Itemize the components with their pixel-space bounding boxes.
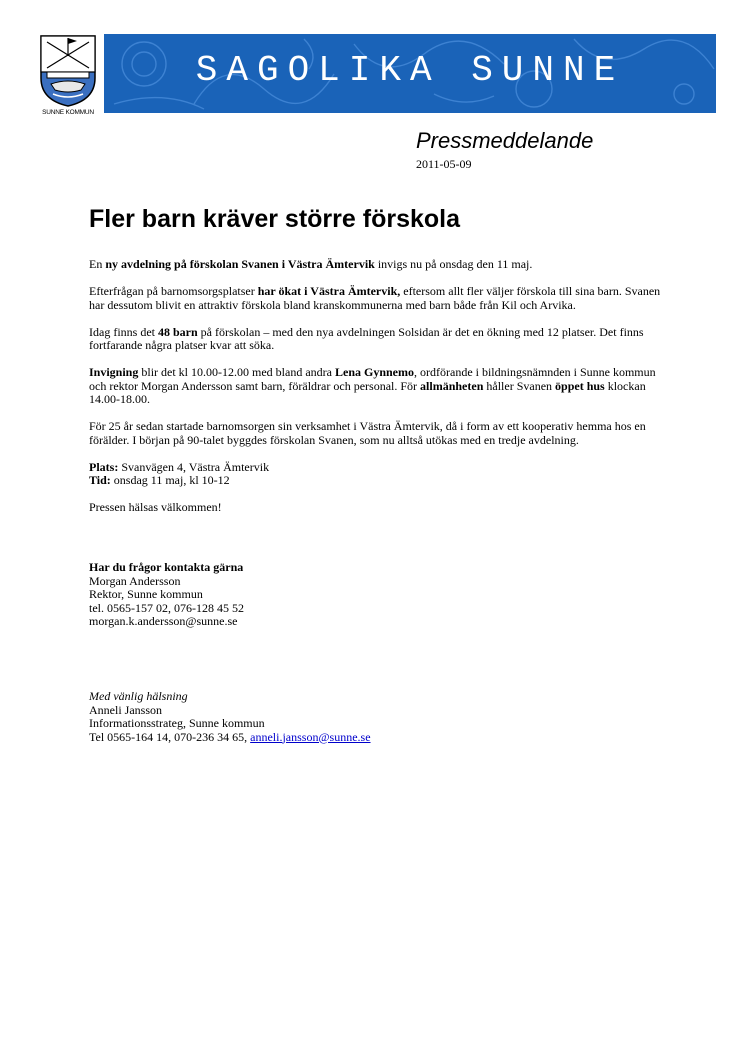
signoff-greeting: Med vänlig hälsning (89, 689, 188, 703)
signoff-email-link[interactable]: anneli.jansson@sunne.se (250, 729, 371, 744)
paragraph-demand (89, 285, 661, 312)
crest-emblem-icon (39, 34, 97, 108)
municipal-crest (36, 34, 100, 120)
text-bold: Invigning (89, 365, 139, 379)
signoff-phone: Tel 0565-164 14, 070-236 34 65, (89, 729, 251, 744)
paragraph-children (89, 326, 661, 353)
text-run: Efterfrågan på barnomsorgsplatser (89, 284, 258, 298)
banner-title: SAGOLIKA SUNNE (195, 50, 625, 91)
press-release-date: 2011-05-09 (416, 157, 472, 171)
text-run: på förskolan – med den nya avdelningen Solsidan är det en ökning med 12 platser. Det finns fortfarande några platser kvar att söka. (89, 324, 644, 352)
text-bold: 48 barn (157, 324, 198, 339)
text-run: klockan 14.00-18.00. (89, 378, 646, 406)
text-run: Idag finns det (89, 324, 158, 339)
paragraph-intro (89, 258, 661, 272)
event-details (89, 461, 661, 488)
header (36, 34, 716, 120)
press-release-label: Pressmeddelande (416, 128, 594, 153)
welcome-text: Pressen hälsas välkommen! (89, 500, 222, 514)
text-bold: öppet hus (555, 378, 605, 393)
text-run: håller Svanen (483, 378, 556, 393)
place-value: Svanvägen 4, Västra Ämtervik (118, 459, 270, 474)
paragraph-inauguration (89, 366, 661, 407)
contact-block (89, 561, 244, 629)
text-run: blir det kl 10.00-12.00 med bland andra (138, 365, 335, 379)
signoff-block (89, 690, 371, 744)
crest-label: SUNNE KOMMUN (42, 109, 94, 116)
text-bold: har ökat i Västra Ämtervik, (257, 284, 401, 298)
text-bold: allmänheten (420, 378, 484, 393)
text-run: eftersom allt fler väljer förskola till sina barn. Svanen har dessutom blivit en attraktiv förskola bland kranskommunerna med barn både från Kil och Arvika. (89, 284, 661, 312)
contact-phone: tel. 0565-157 02, 076-128 45 52 (89, 600, 244, 615)
time-value: onsdag 11 maj, kl 10-12 (110, 473, 230, 487)
contact-name: Morgan Andersson (89, 573, 181, 588)
signoff-role: Informationsstrateg, Sunne kommun (89, 716, 265, 730)
time-label: Tid: (89, 473, 111, 487)
article-body (89, 258, 661, 528)
text-run: invigs nu på onsdag den 11 maj. (374, 257, 533, 271)
contact-email: morgan.k.andersson@sunne.se (89, 614, 238, 628)
text-bold: ny avdelning på förskolan Svanen i Västra Ämtervik (105, 257, 375, 271)
contact-role: Rektor, Sunne kommun (89, 587, 203, 601)
contact-heading: Har du frågor kontakta gärna (89, 560, 244, 574)
place-label: Plats: (89, 459, 119, 474)
text-run: , ordförande i bildningsnämnden i Sunne kommun och rektor Morgan Andersson samt barn, föräldrar och personal. För (89, 365, 656, 393)
text-bold: Lena Gynnemo (334, 365, 414, 379)
banner (104, 34, 716, 113)
paragraph-history: För 25 år sedan startade barnomsorgen sin verksamhet i Västra Ämtervik, då i form av ett kooperativ hemma hos en förälder. I början på 90-talet byggdes förskolan Svanen, som nu alltså utökas med en tredje avdelning. (89, 419, 646, 447)
text-run: En (89, 257, 106, 271)
page-title: Fler barn kräver större förskola (89, 205, 460, 233)
signoff-name: Anneli Jansson (89, 702, 162, 717)
